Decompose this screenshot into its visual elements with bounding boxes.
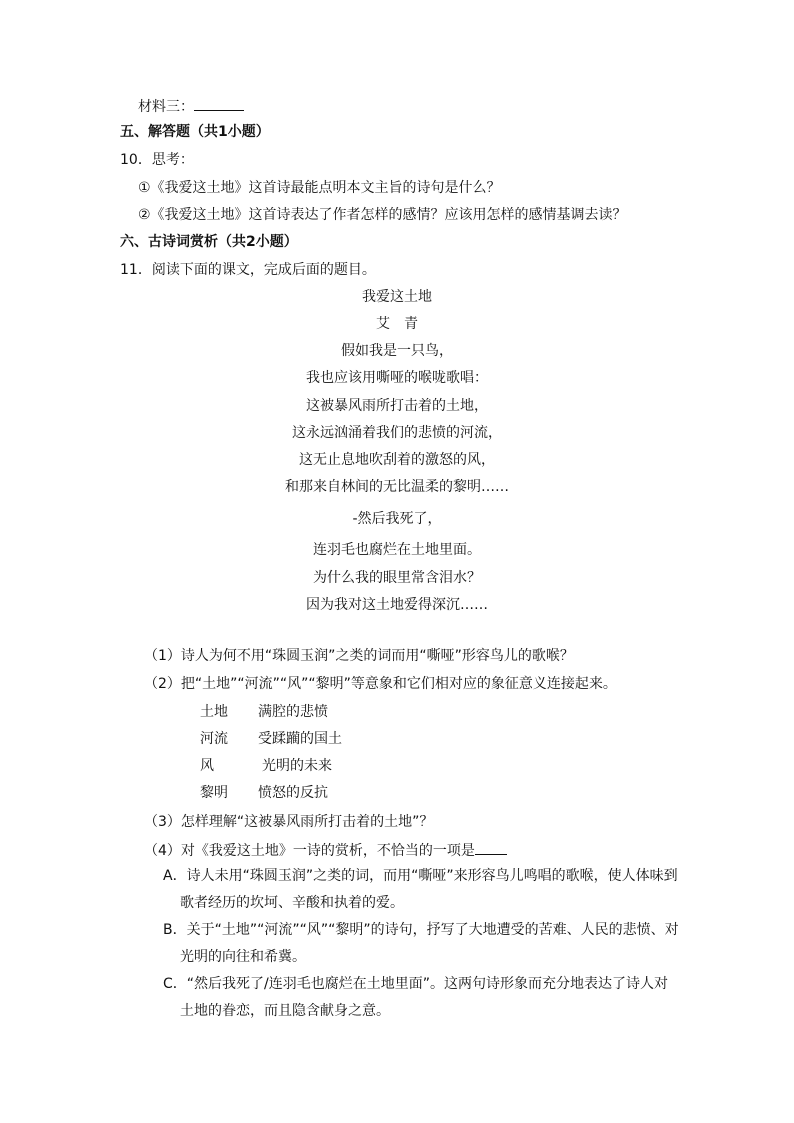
match-term[interactable]: 风 — [200, 758, 214, 774]
poem-line: -然后我死了， — [352, 511, 442, 527]
match-meaning[interactable]: 愤怒的反抗 — [258, 785, 328, 801]
poem-line: 因为我对这土地爱得深沉…… — [306, 597, 488, 613]
option-a-line2: 歌者经历的坎坷、辛酸和执着的爱。 — [180, 895, 404, 911]
poem-line: 连羽毛也腐烂在土地里面。 — [313, 542, 481, 558]
q11-sub1: （1）诗人为何不用“珠圆玉润”之类的词而用“嘶哑”形容鸟儿的歌喉？ — [144, 648, 574, 664]
poem-title: 我爱这土地 — [362, 289, 432, 305]
q11-sub4-line — [144, 840, 507, 861]
match-row — [200, 756, 332, 776]
section5-heading: 五、解答题（共1小题） — [120, 124, 270, 140]
option-a-line1: A．诗人未用“珠圆玉润”之类的词，而用“嘶哑”来形容鸟儿鸣唱的歌喉，使人体味到 — [163, 868, 678, 884]
poem-line: 这被暴风雨所打击着的土地， — [306, 398, 488, 414]
match-row — [200, 783, 328, 803]
poem-line: 这永远汹涌着我们的悲愤的河流， — [292, 425, 502, 441]
match-meaning[interactable]: 受蹂躏的国土 — [258, 731, 342, 747]
match-term[interactable]: 河流 — [200, 731, 228, 747]
match-meaning[interactable]: 光明的未来 — [262, 758, 332, 774]
q11-sub4-answer-blank[interactable] — [475, 840, 507, 855]
material3-line — [138, 96, 244, 117]
poem-line: 这无止息地吹刮着的激怒的风， — [299, 452, 495, 468]
poem-author: 艾 青 — [376, 316, 418, 332]
match-row — [200, 702, 328, 722]
match-term[interactable]: 黎明 — [200, 785, 228, 801]
q11-sub4: （4）对《我爱这土地》一诗的赏析，不恰当的一项是 — [144, 843, 475, 859]
q11-sub3: （3）怎样理解“这被暴风雨所打击着的土地”？ — [144, 814, 434, 830]
q11-intro: 11．阅读下面的课文，完成后面的题目。 — [120, 262, 376, 278]
poem-line: 和那来自林间的无比温柔的黎明…… — [285, 479, 509, 495]
poem-line: 我也应该用嘶哑的喉咙歌唱： — [306, 370, 488, 386]
option-b-line1: B．关于“土地”“河流”“风”“黎明”的诗句，抒写了大地遭受的苦难、人民的悲愤、对 — [163, 922, 679, 938]
option-b-line2: 光明的向往和希冀。 — [180, 949, 306, 965]
material3-answer-blank[interactable] — [194, 96, 244, 111]
section6-heading: 六、古诗词赏析（共2小题） — [120, 234, 298, 250]
match-row — [200, 729, 342, 749]
option-c-line1: C．“然后我死了/连羽毛也腐烂在土地里面”。这两句诗形象而充分地表达了诗人对 — [163, 976, 668, 992]
q10-sub2: ②《我爱这土地》这首诗表达了作者怎样的感情？应该用怎样的感情基调去读？ — [138, 207, 627, 223]
q11-sub2: （2）把“土地”“河流”“风”“黎明”等意象和它们相对应的象征意义连接起来。 — [144, 676, 617, 692]
q10-sub1: ①《我爱这土地》这首诗最能点明本文主旨的诗句是什么？ — [138, 180, 501, 196]
option-c-line2: 土地的眷恋，而且隐含献身之意。 — [180, 1003, 390, 1019]
poem-line: 为什么我的眼里常含泪水？ — [313, 570, 481, 586]
q10-title: 10．思考： — [120, 152, 194, 168]
poem-line: 假如我是一只鸟， — [341, 343, 453, 359]
match-meaning[interactable]: 满腔的悲愤 — [258, 704, 328, 720]
match-term[interactable]: 土地 — [200, 704, 228, 720]
material3-label: 材料三： — [138, 99, 194, 115]
